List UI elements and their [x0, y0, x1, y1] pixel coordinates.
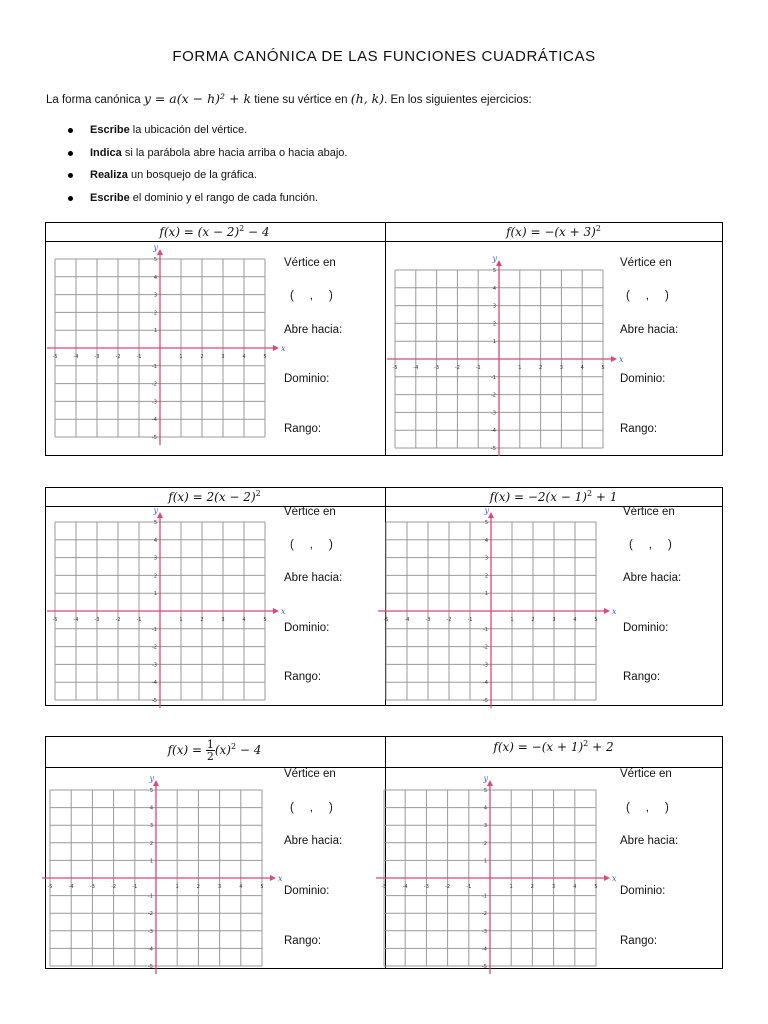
y-axis-label: y	[484, 506, 489, 515]
x-tick-label: 5	[601, 365, 605, 371]
coordinate-grid[interactable]	[374, 506, 617, 708]
y-tick-label: -3	[483, 662, 488, 669]
x-tick-label: -4	[73, 617, 79, 623]
y-tick-label: -4	[491, 428, 496, 435]
x-tick-label: -3	[94, 354, 100, 360]
y-tick-label: -3	[148, 928, 153, 935]
vertex-label: Vértice en	[284, 506, 336, 518]
y-tick-label: -4	[148, 946, 153, 953]
intro-text	[46, 91, 532, 106]
y-tick-label: 5	[153, 520, 157, 526]
instruction-verb: Escribe	[90, 124, 130, 136]
y-tick-label: -5	[491, 446, 496, 452]
x-tick-label: 1	[510, 617, 514, 623]
x-tick-label: -3	[94, 617, 100, 623]
y-tick-label: 1	[484, 591, 488, 598]
y-tick-label: -3	[482, 928, 487, 935]
domain-label: Dominio:	[284, 885, 330, 897]
x-tick-label: -5	[52, 354, 58, 360]
range-label: Rango:	[620, 935, 658, 947]
domain-label: Dominio:	[284, 373, 330, 385]
range-label: Rango:	[620, 423, 658, 435]
y-tick-label: 5	[483, 788, 487, 794]
opens-label: Abre hacia:	[284, 324, 343, 336]
function-formula: $f(x) = -(x + 1)^2 + 2$	[493, 739, 614, 754]
x-axis-label: x	[619, 355, 624, 364]
x-tick-label: 3	[221, 354, 225, 360]
y-axis-label: y	[149, 774, 154, 783]
vertex-blank[interactable]: ( , )	[290, 539, 333, 551]
instruction-text: el dominio y el rango de cada función.	[129, 191, 319, 204]
bullet-icon	[68, 173, 73, 178]
x-tick-label: 2	[530, 884, 534, 890]
x-tick-label: -3	[434, 365, 440, 371]
y-tick-label: 3	[153, 292, 157, 299]
instruction-verb: Escribe	[90, 191, 130, 204]
x-tick-label: -3	[89, 884, 95, 890]
intro-prefix: La forma canónica	[46, 94, 144, 106]
y-tick-label: -3	[152, 399, 157, 406]
y-tick-label: -3	[491, 410, 496, 417]
y-tick-label: -1	[491, 374, 496, 381]
x-tick-label: 4	[239, 884, 243, 890]
y-tick-label: 4	[153, 274, 157, 281]
vertex-blank[interactable]: ( , )	[629, 539, 672, 551]
x-tick-label: -1	[467, 617, 473, 623]
x-tick-label: 4	[242, 617, 246, 623]
instruction-item	[68, 124, 347, 147]
instruction-text: un bosquejo de la gráfica.	[127, 169, 257, 181]
x-axis-label: x	[612, 874, 617, 883]
vertex-notation: (h, k)	[350, 91, 385, 106]
x-tick-label: 1	[179, 617, 183, 623]
y-tick-label: 5	[149, 788, 153, 794]
x-tick-label: 4	[580, 365, 584, 371]
domain-label: Dominio:	[284, 622, 330, 634]
row-header-line	[46, 241, 722, 242]
vertex-blank[interactable]: ( , )	[626, 802, 669, 814]
x-tick-label: -2	[111, 884, 117, 890]
opens-label: Abre hacia:	[620, 324, 679, 336]
x-tick-label: 4	[573, 617, 577, 623]
x-tick-label: 3	[552, 884, 556, 890]
y-tick-label: -4	[152, 680, 157, 687]
y-tick-label: 3	[492, 303, 496, 310]
x-tick-label: -2	[446, 617, 452, 623]
y-tick-label: 2	[483, 840, 487, 847]
function-formula: $f(x) = -2(x - 1)^2 + 1$	[489, 489, 618, 504]
x-tick-label: 1	[518, 365, 522, 371]
x-tick-label: 1	[175, 884, 179, 890]
y-axis-label: y	[153, 243, 158, 252]
y-tick-label: -5	[483, 698, 488, 704]
function-formula: f(x) = $\frac{1}{2}$ $(x)^2 - 4$	[167, 738, 262, 763]
y-tick-label: -3	[152, 662, 157, 669]
x-tick-label: -4	[413, 365, 419, 371]
opens-label: Abre hacia:	[284, 835, 343, 847]
x-tick-label: -2	[454, 365, 460, 371]
x-axis-label: x	[612, 607, 617, 616]
instruction-item	[68, 147, 347, 170]
vertex-blank[interactable]: ( , )	[290, 290, 333, 302]
x-tick-label: -2	[115, 617, 121, 623]
y-tick-label: 1	[149, 858, 153, 865]
y-tick-label: -2	[483, 644, 488, 651]
bullet-icon	[68, 151, 73, 156]
instruction-verb: Indica	[90, 146, 122, 159]
bullet-icon	[68, 128, 73, 133]
y-tick-label: 1	[492, 339, 496, 346]
y-tick-label: 2	[492, 321, 496, 328]
x-tick-label: -4	[404, 617, 410, 623]
domain-label: Dominio:	[623, 622, 669, 634]
x-tick-label: -1	[475, 365, 481, 371]
x-tick-label: -1	[132, 884, 138, 890]
x-tick-label: -4	[73, 354, 79, 360]
y-tick-label: 4	[149, 805, 153, 812]
vertex-label: Vértice en	[623, 506, 675, 518]
x-tick-label: 1	[509, 884, 513, 890]
vertex-label: Vértice en	[284, 257, 336, 269]
canonical-formula: y = a(x − h)² + k	[143, 91, 252, 106]
opens-label: Abre hacia:	[620, 835, 679, 847]
x-axis-arrow-icon	[273, 608, 279, 614]
domain-label: Dominio:	[620, 373, 666, 385]
x-tick-label: 2	[200, 354, 204, 360]
x-tick-label: 5	[594, 884, 598, 890]
x-axis-arrow-icon	[604, 875, 610, 881]
y-tick-label: -2	[152, 381, 157, 388]
y-tick-label: 2	[153, 310, 157, 317]
y-tick-label: -2	[148, 911, 153, 918]
x-tick-label: -2	[115, 354, 121, 360]
instruction-item	[68, 169, 347, 192]
opens-label: Abre hacia:	[284, 572, 343, 584]
x-tick-label: 5	[263, 617, 267, 623]
x-tick-label: 3	[552, 617, 556, 623]
y-tick-label: -1	[152, 363, 157, 370]
intro-middle: tiene su vértice en	[251, 94, 351, 106]
x-tick-label: 4	[242, 354, 246, 360]
y-tick-label: -2	[491, 392, 496, 399]
coordinate-grid[interactable]	[43, 506, 286, 708]
instructions-list	[68, 124, 347, 214]
y-tick-label: -1	[148, 893, 153, 900]
x-tick-label: 3	[218, 884, 222, 890]
x-tick-label: 5	[594, 617, 598, 623]
x-axis-arrow-icon	[611, 356, 617, 362]
y-tick-label: 3	[149, 823, 153, 830]
coordinate-grid[interactable]	[43, 243, 286, 445]
x-axis-arrow-icon	[273, 345, 279, 351]
x-axis-arrow-icon	[604, 608, 610, 614]
function-formula: $f(x) = (x - 2)^2 - 4$	[159, 224, 270, 239]
function-formula: $f(x) = -(x + 3)^2$	[506, 224, 601, 239]
y-tick-label: 4	[492, 285, 496, 292]
coordinate-grid[interactable]	[372, 774, 617, 974]
vertex-label: Vértice en	[620, 257, 672, 269]
instruction-item	[68, 192, 347, 215]
y-tick-label: 3	[483, 823, 487, 830]
instruction-text: la ubicación del vértice.	[129, 124, 248, 136]
coordinate-grid[interactable]	[383, 254, 624, 456]
vertex-blank[interactable]: ( , )	[290, 802, 333, 814]
y-tick-label: -5	[152, 435, 157, 441]
y-tick-label: 4	[483, 805, 487, 812]
y-tick-label: 3	[153, 555, 157, 562]
x-tick-label: -1	[136, 617, 142, 623]
y-tick-label: -1	[482, 893, 487, 900]
vertex-label: Vértice en	[284, 768, 336, 780]
x-axis-label: x	[281, 607, 286, 616]
domain-label: Dominio:	[620, 885, 666, 897]
y-tick-label: 1	[153, 328, 157, 335]
y-tick-label: 5	[153, 257, 157, 263]
x-tick-label: -5	[383, 617, 389, 623]
y-tick-label: -5	[482, 964, 487, 970]
y-tick-label: -4	[483, 680, 488, 687]
y-tick-label: 2	[149, 840, 153, 847]
x-tick-label: -5	[52, 617, 58, 623]
x-tick-label: 2	[200, 617, 204, 623]
x-tick-label: -5	[47, 884, 53, 890]
x-tick-label: 4	[573, 884, 577, 890]
x-axis-label: x	[281, 344, 286, 353]
intro-suffix: . En los siguientes ejercicios:	[384, 94, 532, 106]
x-tick-label: 2	[539, 365, 543, 371]
y-tick-label: 2	[484, 573, 488, 580]
page-title: FORMA CANÓNICA DE LAS FUNCIONES CUADRÁTICAS	[172, 48, 596, 65]
coordinate-grid[interactable]	[38, 774, 283, 974]
x-tick-label: 5	[263, 354, 267, 360]
y-axis-label: y	[483, 774, 488, 783]
bullet-icon	[68, 196, 73, 201]
y-tick-label: 5	[492, 268, 496, 274]
x-tick-label: 2	[531, 617, 535, 623]
x-tick-label: 5	[260, 884, 264, 890]
x-tick-label: -5	[392, 365, 398, 371]
x-tick-label: -5	[381, 884, 387, 890]
y-axis-label: y	[153, 506, 158, 515]
range-label: Rango:	[284, 671, 322, 683]
y-tick-label: 2	[153, 573, 157, 580]
instruction-verb: Realiza	[90, 169, 128, 181]
y-tick-label: -5	[148, 964, 153, 970]
y-tick-label: 1	[153, 591, 157, 598]
opens-label: Abre hacia:	[623, 572, 682, 584]
y-tick-label: 3	[484, 555, 488, 562]
range-label: Rango:	[284, 423, 322, 435]
x-tick-label: 3	[559, 365, 563, 371]
y-tick-label: -2	[482, 911, 487, 918]
y-tick-label: -1	[483, 626, 488, 633]
y-tick-label: -1	[152, 626, 157, 633]
x-tick-label: -2	[445, 884, 451, 890]
vertex-blank[interactable]: ( , )	[626, 290, 669, 302]
vertex-label: Vértice en	[620, 768, 672, 780]
x-tick-label: -4	[68, 884, 74, 890]
y-tick-label: 5	[484, 520, 488, 526]
x-tick-label: 3	[221, 617, 225, 623]
x-tick-label: 1	[179, 354, 183, 360]
x-tick-label: 2	[196, 884, 200, 890]
x-tick-label: -4	[402, 884, 408, 890]
x-tick-label: -1	[466, 884, 472, 890]
x-axis-arrow-icon	[270, 875, 276, 881]
y-tick-label: 4	[153, 537, 157, 544]
x-axis-label: x	[278, 874, 283, 883]
y-tick-label: -4	[152, 417, 157, 424]
instruction-text: si la parábola abre hacia arriba o hacia abajo.	[121, 146, 348, 159]
y-tick-label: -4	[482, 946, 487, 953]
range-label: Rango:	[623, 671, 661, 683]
x-tick-label: -1	[136, 354, 142, 360]
row-header-line	[46, 506, 722, 507]
x-tick-label: -3	[425, 617, 431, 623]
y-axis-label: y	[492, 254, 497, 263]
y-tick-label: 4	[484, 537, 488, 544]
function-formula: $f(x) = 2(x - 2)^2$	[168, 489, 261, 504]
y-tick-label: -2	[152, 644, 157, 651]
y-tick-label: -5	[152, 698, 157, 704]
x-tick-label: -3	[423, 884, 429, 890]
y-tick-label: 1	[483, 858, 487, 865]
range-label: Rango:	[284, 935, 322, 947]
